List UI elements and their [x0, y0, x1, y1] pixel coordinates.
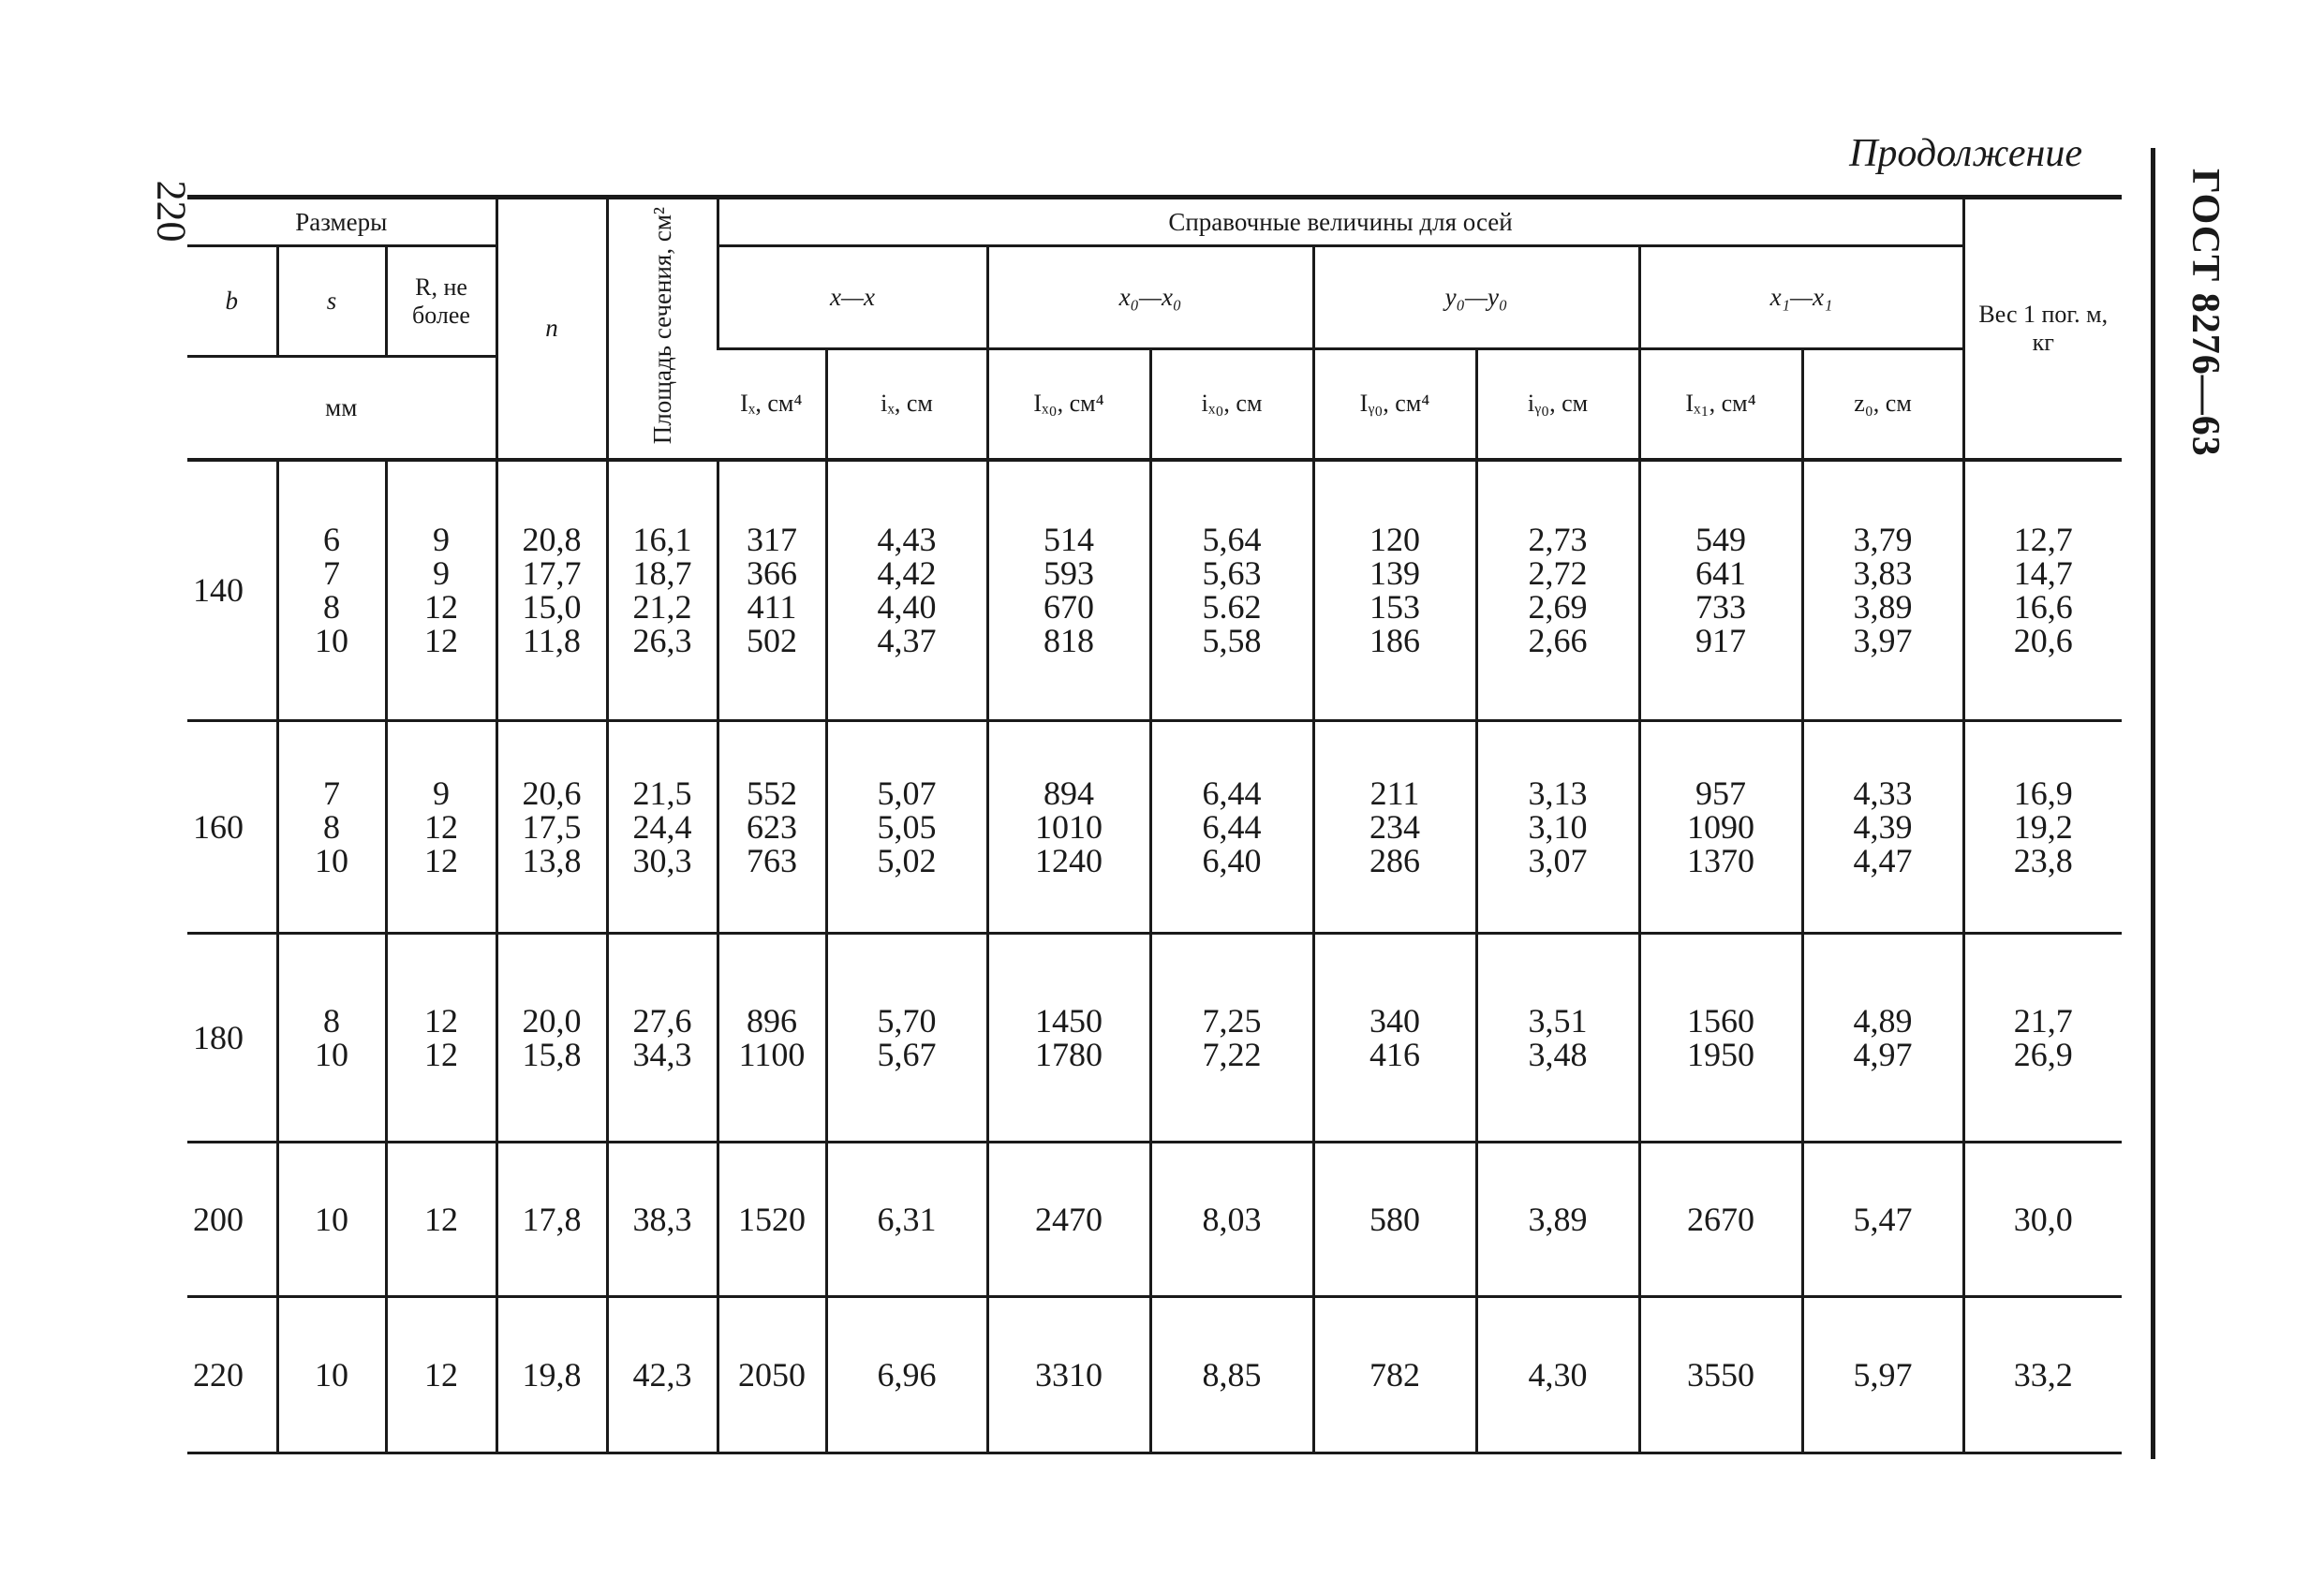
cell-value: 957 1090 1370: [1687, 774, 1755, 879]
cell-value: 2050: [738, 1356, 807, 1394]
cell-value: 317 366 411 502: [747, 521, 798, 660]
cell-n: [496, 934, 607, 1143]
cell-iy0: [1476, 460, 1639, 721]
header-b: b: [187, 246, 277, 357]
cell-b: [187, 934, 277, 1143]
cell-value: 20,0 15,8: [522, 1002, 582, 1073]
header-axis-x0x0: x₀—x₀: [987, 246, 1313, 349]
cell-n: [496, 1297, 607, 1453]
cell-ix0: [1150, 460, 1313, 721]
cell-value: 20,6 17,5 13,8: [522, 774, 582, 879]
cell-value: 896 1100: [738, 1002, 806, 1073]
cell-value: 782: [1369, 1356, 1421, 1394]
cell-value: 5,70 5,67: [877, 1002, 937, 1073]
cell-value: 2,73 2,72 2,69 2,66: [1528, 521, 1588, 660]
cell-weight: [1963, 460, 2122, 721]
cell-r: [386, 721, 496, 934]
cell-value: 27,6 34,3: [632, 1002, 692, 1073]
header-Ix: Iₓ, см⁴: [718, 349, 826, 460]
cell-value: 3550: [1687, 1356, 1755, 1394]
cell-iy0: [1313, 721, 1476, 934]
cell-s: [277, 460, 386, 721]
cell-ix0: [987, 721, 1150, 934]
cell-value: 20,8 17,7 15,0 11,8: [522, 521, 582, 660]
cell-value: 4,89 4,97: [1853, 1002, 1913, 1073]
cell-value: 10: [315, 1201, 348, 1238]
cell-value: 12,7 14,7 16,6 20,6: [2013, 521, 2073, 660]
table-row: [187, 1297, 2122, 1453]
cell-value: 12 12: [424, 1002, 458, 1073]
cell-n: [496, 721, 607, 934]
cell-b: [187, 1297, 277, 1453]
cell-ix1: [1639, 1143, 1802, 1297]
cell-n: [496, 460, 607, 721]
cell-value: 211 234 286: [1369, 774, 1421, 879]
cell-value: 894 1010 1240: [1035, 774, 1103, 879]
cell-value: 3,79 3,83 3,89 3,97: [1853, 521, 1913, 660]
cell-n: [496, 1143, 607, 1297]
cell-weight: [1963, 721, 2122, 934]
table-body: [187, 460, 2122, 1453]
cell-ix1: [1639, 460, 1802, 721]
cell-value: 5,97: [1853, 1356, 1913, 1394]
cell-ix: [718, 1297, 826, 1453]
cell-ix0: [1150, 1297, 1313, 1453]
cell-ix: [826, 721, 987, 934]
cell-value: 7 8 10: [315, 774, 348, 879]
cell-b: [187, 460, 277, 721]
cell-value: 4,33 4,39 4,47: [1853, 774, 1913, 879]
cell-value: 8 10: [315, 1002, 348, 1073]
cell-value: 8,03: [1202, 1201, 1262, 1238]
cell-ix1: [1639, 721, 1802, 934]
cell-ix0: [1150, 934, 1313, 1143]
cell-value: 1450 1780: [1035, 1002, 1103, 1073]
header-Ix1: Iₓ₁, см⁴: [1639, 349, 1802, 460]
cell-area: [607, 1143, 718, 1297]
cell-iy0: [1313, 1297, 1476, 1453]
cell-iy0: [1313, 934, 1476, 1143]
cell-value: 3,51 3,48: [1528, 1002, 1588, 1073]
cell-value: 5,07 5,05 5,02: [877, 774, 937, 879]
cell-value: 33,2: [2013, 1356, 2073, 1394]
cell-value: 140: [193, 571, 244, 610]
right-margin-rule: [2151, 148, 2155, 1459]
table-row: [187, 460, 2122, 721]
cell-ix0: [987, 1297, 1150, 1453]
header-Iy0: Iᵧ₀, см⁴: [1313, 349, 1476, 460]
cell-value: 5,47: [1853, 1201, 1913, 1238]
header-axis-y0y0: y₀—y₀: [1313, 246, 1639, 349]
cell-ix: [826, 934, 987, 1143]
cell-value: 12: [424, 1356, 458, 1394]
cell-iy0: [1476, 1143, 1639, 1297]
header-R: R, не более: [386, 246, 496, 357]
header-Ix0: Iₓ₀, см⁴: [987, 349, 1150, 460]
cell-value: 6,96: [877, 1356, 937, 1394]
cell-ix: [718, 934, 826, 1143]
cell-b: [187, 1143, 277, 1297]
cell-value: 17,8: [522, 1201, 582, 1238]
header-ix: iₓ, см: [826, 349, 987, 460]
cell-ix: [718, 460, 826, 721]
header-mm: мм: [187, 357, 496, 460]
angle-profile-table: [187, 195, 2122, 1454]
cell-value: 549 641 733 917: [1695, 521, 1747, 660]
cell-s: [277, 1297, 386, 1453]
cell-z0: [1802, 1143, 1963, 1297]
cell-value: 7,25 7,22: [1202, 1002, 1262, 1073]
cell-value: 4,43 4,42 4,40 4,37: [877, 521, 937, 660]
cell-r: [386, 460, 496, 721]
cell-value: 3310: [1035, 1356, 1103, 1394]
header-axis-x1x1: x₁—x₁: [1639, 246, 1963, 349]
cell-value: 200: [193, 1201, 244, 1238]
cell-value: 30,0: [2013, 1201, 2073, 1238]
cell-area: [607, 721, 718, 934]
header-sizes: Размеры: [187, 198, 496, 246]
header-area: [607, 198, 718, 460]
cell-weight: [1963, 1143, 2122, 1297]
cell-value: 6,31: [877, 1201, 937, 1238]
cell-value: 5,64 5,63 5.62 5,58: [1202, 521, 1262, 660]
cell-value: 160: [193, 808, 244, 846]
cell-value: 10: [315, 1356, 348, 1394]
continuation-label: Продолжение: [1849, 132, 2082, 175]
cell-weight: [1963, 1297, 2122, 1453]
cell-b: [187, 721, 277, 934]
cell-ix0: [1150, 1143, 1313, 1297]
standard-code: ГОСТ 8276—63: [2183, 169, 2227, 457]
cell-ix: [826, 1297, 987, 1453]
cell-value: 180: [193, 1019, 244, 1056]
cell-value: 19,8: [522, 1356, 582, 1394]
cell-value: 3,13 3,10 3,07: [1528, 774, 1588, 879]
cell-value: 21,5 24,4 30,3: [632, 774, 692, 879]
cell-z0: [1802, 721, 1963, 934]
cell-ix: [826, 460, 987, 721]
cell-value: 1560 1950: [1687, 1002, 1755, 1073]
header-reference: Справочные величины для осей: [718, 198, 1963, 246]
cell-iy0: [1313, 1143, 1476, 1297]
cell-value: 514 593 670 818: [1044, 521, 1095, 660]
cell-value: 38,3: [632, 1201, 692, 1238]
cell-area: [607, 460, 718, 721]
cell-value: 340 416: [1369, 1002, 1421, 1073]
cell-value: 580: [1369, 1201, 1421, 1238]
header-area-text: Площадь сечения, см²: [647, 206, 676, 444]
cell-value: 120 139 153 186: [1369, 521, 1421, 660]
header-s: s: [277, 246, 386, 357]
cell-ix: [826, 1143, 987, 1297]
cell-weight: [1963, 934, 2122, 1143]
cell-ix1: [1639, 1297, 1802, 1453]
header-z0: z₀, см: [1802, 349, 1963, 460]
cell-z0: [1802, 1297, 1963, 1453]
cell-value: 16,9 19,2 23,8: [2013, 774, 2073, 879]
cell-value: 16,1 18,7 21,2 26,3: [632, 521, 692, 660]
cell-area: [607, 1297, 718, 1453]
cell-ix0: [987, 460, 1150, 721]
cell-ix: [718, 1143, 826, 1297]
cell-value: 2470: [1035, 1201, 1103, 1238]
cell-ix0: [987, 934, 1150, 1143]
header-ix0: iₓ₀, см: [1150, 349, 1313, 460]
cell-value: 6,44 6,44 6,40: [1202, 774, 1262, 879]
cell-s: [277, 934, 386, 1143]
cell-value: 2670: [1687, 1201, 1755, 1238]
cell-z0: [1802, 934, 1963, 1143]
cell-iy0: [1476, 721, 1639, 934]
cell-r: [386, 1297, 496, 1453]
cell-z0: [1802, 460, 1963, 721]
cell-value: 8,85: [1202, 1356, 1262, 1394]
header-n: n: [496, 198, 607, 460]
cell-value: 3,89: [1528, 1201, 1588, 1238]
header-axis-xx: x—x: [718, 246, 987, 349]
cell-iy0: [1476, 934, 1639, 1143]
page-number: 220: [148, 180, 195, 243]
cell-s: [277, 721, 386, 934]
cell-value: 1520: [738, 1201, 807, 1238]
table-row: [187, 1143, 2122, 1297]
cell-value: 4,30: [1528, 1356, 1588, 1394]
cell-ix0: [987, 1143, 1150, 1297]
cell-value: 220: [193, 1356, 244, 1394]
cell-value: 9 9 12 12: [424, 521, 458, 660]
cell-r: [386, 934, 496, 1143]
cell-value: 21,7 26,9: [2013, 1002, 2073, 1073]
table-row: [187, 934, 2122, 1143]
cell-ix0: [1150, 721, 1313, 934]
cell-r: [386, 1143, 496, 1297]
cell-value: 6 7 8 10: [315, 521, 348, 660]
cell-area: [607, 934, 718, 1143]
cell-value: 42,3: [632, 1356, 692, 1394]
table-row: [187, 721, 2122, 934]
header-weight: Вес 1 пог. м, кг: [1963, 198, 2122, 460]
cell-value: 9 12 12: [424, 774, 458, 879]
header-iy0: iᵧ₀, см: [1476, 349, 1639, 460]
cell-value: 552 623 763: [747, 774, 798, 879]
cell-iy0: [1476, 1297, 1639, 1453]
cell-ix1: [1639, 934, 1802, 1143]
cell-s: [277, 1143, 386, 1297]
cell-value: 12: [424, 1201, 458, 1238]
cell-iy0: [1313, 460, 1476, 721]
cell-ix: [718, 721, 826, 934]
